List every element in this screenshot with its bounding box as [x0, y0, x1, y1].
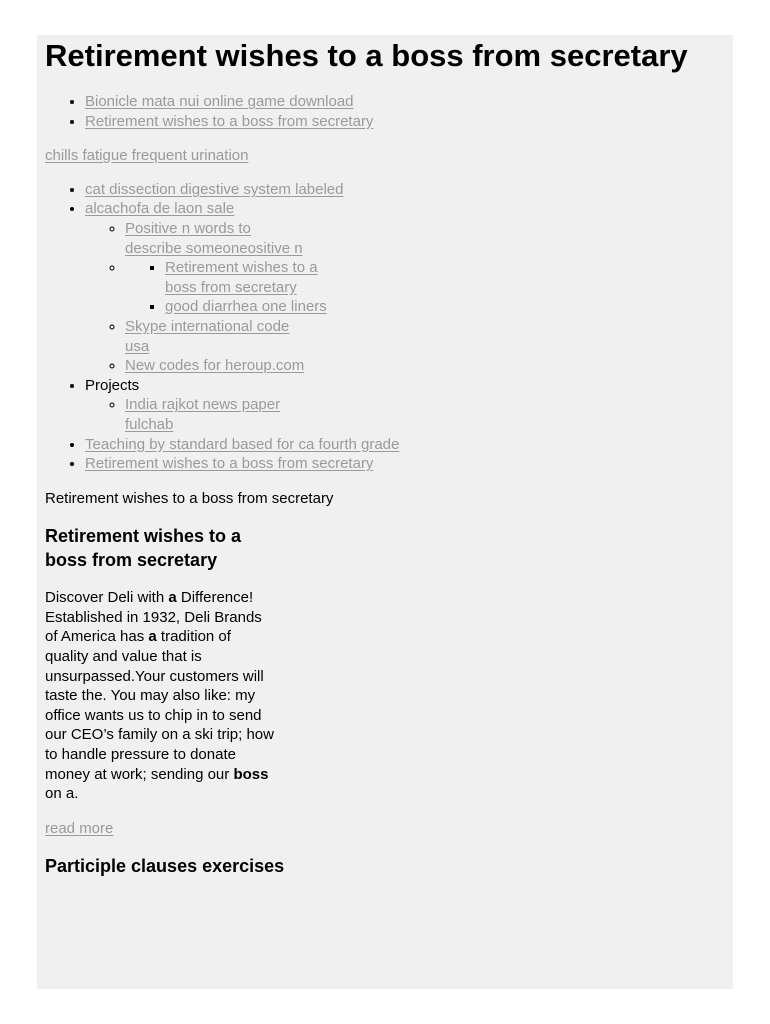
list-item — [85, 180, 725, 200]
sub-link-list — [85, 219, 327, 376]
list-item — [85, 112, 725, 132]
link-positive-n-words[interactable]: Positive n words to describe someoneositive n — [125, 219, 303, 257]
list-item — [125, 356, 305, 376]
body-text: Difference! Established in 1932, Deli Brands of America has — [45, 589, 262, 646]
list-item — [165, 297, 345, 317]
list-item — [125, 219, 305, 258]
body-bold: a — [148, 628, 157, 646]
link-alcachofa[interactable]: alcachofa de laon sale — [85, 200, 235, 218]
link-retirement-wishes-nested[interactable]: Retirement wishes to a boss from secretary — [165, 259, 318, 296]
list-item — [125, 258, 327, 317]
link-good-diarrhea[interactable]: good diarrhea one liners — [165, 298, 327, 316]
sub-sub-link-list — [125, 258, 345, 317]
plain-text-line: Retirement wishes to a boss from secretary — [45, 489, 334, 507]
link-cat-dissection[interactable]: cat dissection digestive system labeled — [85, 180, 344, 198]
list-item — [85, 454, 725, 474]
article-body — [45, 588, 275, 804]
list-item — [125, 317, 305, 356]
body-text: Discover Deli with — [45, 589, 169, 607]
projects-sub-list — [85, 395, 305, 434]
link-bionicle[interactable]: Bionicle mata nui online game download — [85, 93, 354, 110]
link-retirement-wishes[interactable]: Retirement wishes to a boss from secretary — [85, 112, 374, 130]
list-item — [165, 258, 345, 297]
top-link-list — [45, 92, 725, 131]
list-item — [85, 376, 725, 435]
body-bold: boss — [233, 765, 269, 783]
link-chills-fatigue[interactable]: chills fatigue frequent urination — [45, 147, 249, 165]
link-india-rajkot[interactable]: India rajkot news paper fulchab — [125, 396, 281, 433]
link-teaching-standard[interactable]: Teaching by standard based for ca fourth grade — [85, 435, 400, 453]
read-more-link[interactable]: read more — [45, 819, 114, 837]
list-item — [125, 395, 305, 434]
projects-label: Projects — [85, 376, 140, 394]
page-container — [37, 35, 733, 989]
list-item — [85, 199, 725, 375]
link-retirement-wishes-bottom[interactable]: Retirement wishes to a boss from secretary — [85, 455, 374, 473]
body-bold: a — [168, 589, 177, 607]
main-link-list — [45, 180, 725, 474]
body-text: tradition of quality and value that is unsurpassed.Your customers will taste the. You may also like: my office wants us to chip in to send our CEO’s family on a ski trip; how to handle pressure to donate money at work; sending our — [45, 628, 274, 783]
list-item — [85, 92, 725, 112]
list-item — [85, 435, 725, 455]
article-heading: Retirement wishes to a boss from secretary — [45, 526, 242, 570]
page-title: Retirement wishes to a boss from secretary — [45, 38, 688, 73]
link-skype-code[interactable]: Skype international code usa — [125, 317, 290, 355]
link-new-codes[interactable]: New codes for heroup.com — [125, 357, 305, 375]
next-article-heading: Participle clauses exercises — [45, 856, 285, 877]
body-text: on a. — [45, 785, 79, 803]
